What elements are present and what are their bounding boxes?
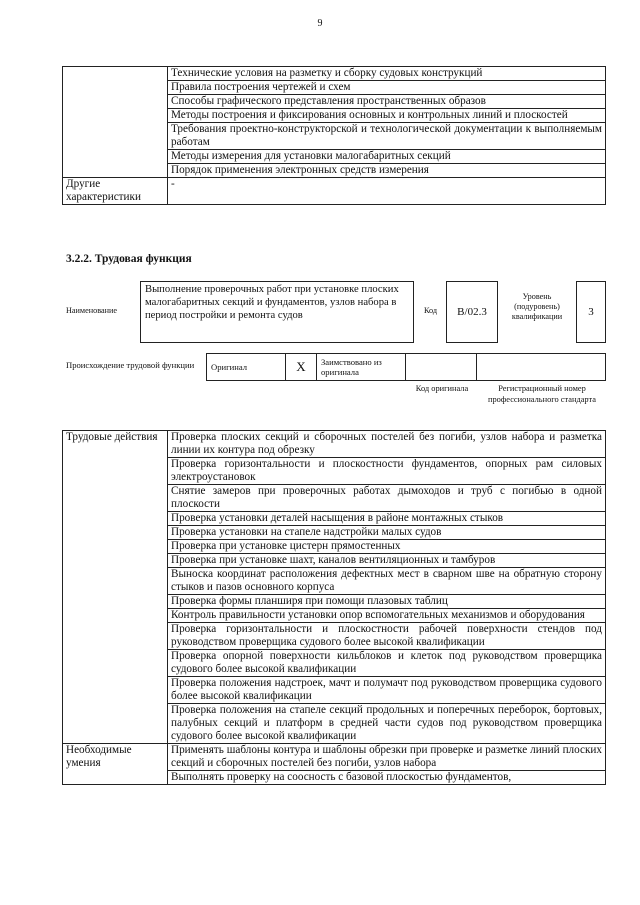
origin-table [206,353,606,381]
knowledge-item: Требования проектно-конструкторской и технологической документации к выполняемым работам [168,123,606,150]
page-number: 9 [317,18,323,29]
skills-label: Необходимые умения [63,744,168,785]
original-label: Оригинал [207,354,286,381]
actions-table [62,430,606,785]
action-item: Проверка при установке цистерн прямостенных [168,540,606,554]
action-item: Выноска координат расположения дефектных мест в сварном шве на обратную сторону стыков и пазов основного корпуса [168,568,606,595]
action-item: Проверка положения на стапеле секций продольных и поперечных переборок, бортовых, палубных секций и платформ в средней части судов под руководством проверщика судового более высокой квалификации [168,704,606,744]
actions-label: Трудовые действия [63,431,168,744]
qualification-level: 3 [576,281,606,343]
knowledge-label-cell [63,67,168,178]
section-heading: 3.2.2. Трудовая функция [66,253,192,265]
knowledge-item: Порядок применения электронных средств измерения [168,164,606,178]
origin-label: Происхождение трудовой функции [66,360,195,370]
action-item: Проверка опорной поверхности кильблоков и клеток под руководством проверщика судового более высокой квалификации [168,650,606,677]
action-item: Проверка установки на стапеле надстройки малых судов [168,526,606,540]
action-item: Проверка горизонтальности и плоскостности фундаментов, опорных рам силовых электроустановок [168,458,606,485]
skill-item: Применять шаблоны контура и шаблоны обрезки при проверке и разметке линий плоских секций и сборочных постелей без погиби, узлов набора [168,744,606,771]
other-characteristics-label: Другие характеристики [63,178,168,205]
action-item: Проверка горизонтальности и плоскостности рабочей поверхности стендов под руководством проверщика судового более высокой квалификации [168,623,606,650]
action-item: Контроль правильности установки опор вспомогательных механизмов и оборудования [168,609,606,623]
other-characteristics-value: - [168,178,606,205]
action-item: Проверка формы планширя при помощи плазовых таблиц [168,595,606,609]
original-mark: X [286,354,317,381]
code-original-label: Код оригинала [415,384,469,393]
function-code: B/02.3 [446,281,498,343]
name-label: Наименование [66,306,118,315]
borrowed-label: Заимствовано из оригинала [317,354,406,381]
action-item: Снятие замеров при проверочных работах дымоходов и труб с погибью в одной плоскости [168,485,606,512]
code-label: Код [424,306,438,315]
reg-number-label: Регистрационный номер профессионального стандарта [488,384,596,404]
knowledge-item: Методы построения и фиксирования основных и контрольных линий и плоскостей [168,109,606,123]
code-original-cell [406,354,477,381]
action-item: Проверка установки деталей насыщения в районе монтажных стыков [168,512,606,526]
action-item: Проверка при установке шахт, каналов вентиляционных и тамбуров [168,554,606,568]
reg-number-cell [477,354,606,381]
knowledge-table [62,66,606,205]
action-item: Проверка положения надстроек, мачт и полумачт под руководством проверщика судового более высокой квалификации [168,677,606,704]
function-name: Выполнение проверочных работ при установке плоских малогабаритных секций и фундаментов, узлов набора в период постройки и ремонта судов [140,281,414,343]
level-label: Уровень (подуровень) квалификации [511,292,563,321]
knowledge-item: Методы измерения для установки малогабаритных секций [168,150,606,164]
knowledge-item: Технические условия на разметку и сборку судовых конструкций [168,67,606,81]
action-item: Проверка плоских секций и сборочных постелей без погиби, узлов набора и разметка линии их контура под обрезку [168,431,606,458]
skill-item: Выполнять проверку на соосность с базовой плоскостью фундаментов, [168,771,606,785]
knowledge-item: Правила построения чертежей и схем [168,81,606,95]
knowledge-item: Способы графического представления пространственных образов [168,95,606,109]
